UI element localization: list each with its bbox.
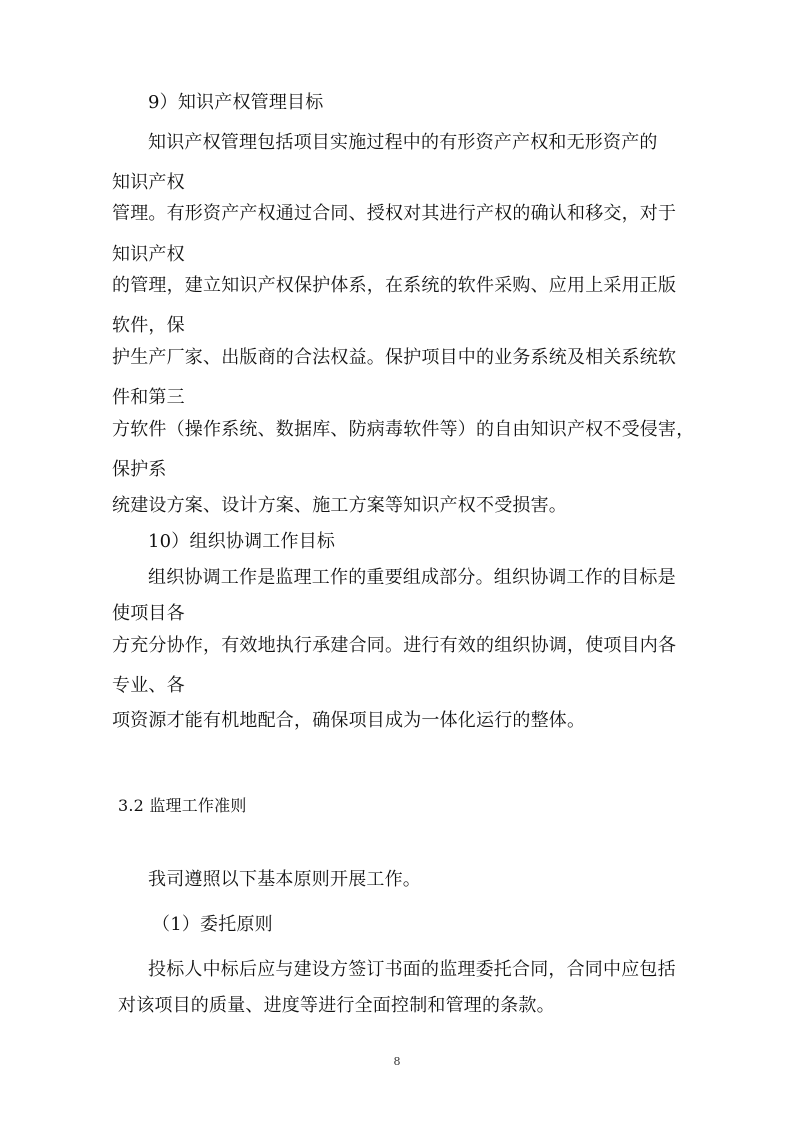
- paragraph-line: 项资源才能有机地配合，确保项目成为一体化运行的整体。: [112, 710, 586, 731]
- paragraph-line: 知识产权管理包括项目实施过程中的有形资产产权和无形资产的: [148, 132, 658, 153]
- paragraph-line: 保护系: [112, 459, 167, 480]
- paragraph-line: 投标人中标后应与建设方签订书面的监理委托合同，合同中应包括: [148, 959, 676, 980]
- paragraph-line: 对该项目的质量、进度等进行全面控制和管理的条款。: [118, 995, 555, 1016]
- paragraph-line: 统建设方案、设计方案、施工方案等知识产权不受损害。: [112, 495, 567, 516]
- section-title-3-2: 3.2 监理工作准则: [118, 796, 247, 815]
- paragraph-line: 知识产权: [112, 244, 185, 265]
- paragraph-line: 使项目各: [112, 603, 185, 624]
- section-heading-coordination: 10）组织协调工作目标: [148, 531, 336, 552]
- paragraph-line: 知识产权: [112, 172, 185, 193]
- paragraph-line: 组织协调工作是监理工作的重要组成部分。组织协调工作的目标是: [148, 567, 676, 588]
- section-heading-ip-management: 9）知识产权管理目标: [148, 92, 324, 113]
- paragraph-line: 件和第三: [112, 387, 185, 408]
- intro-line: 我司遵照以下基本原则开展工作。: [148, 869, 421, 890]
- paragraph-line: 方软件（操作系统、数据库、防病毒软件等）的自由知识产权不受侵害，: [112, 419, 695, 440]
- paragraph-line: 软件，保: [112, 315, 185, 336]
- principle-heading: （1）委托原则: [152, 914, 273, 935]
- paragraph-line: 护生产厂家、出版商的合法权益。保护项目中的业务系统及相关系统软: [112, 347, 677, 368]
- paragraph-line: 方充分协作，有效地执行承建合同。进行有效的组织协调，使项目内各: [112, 635, 677, 656]
- paragraph-line: 专业、各: [112, 675, 185, 696]
- page-number: 8: [393, 1055, 401, 1068]
- paragraph-line: 的管理，建立知识产权保护体系，在系统的软件采购、应用上采用正版: [112, 275, 677, 296]
- paragraph-line: 管理。有形资产产权通过合同、授权对其进行产权的确认和移交，对于: [112, 203, 677, 224]
